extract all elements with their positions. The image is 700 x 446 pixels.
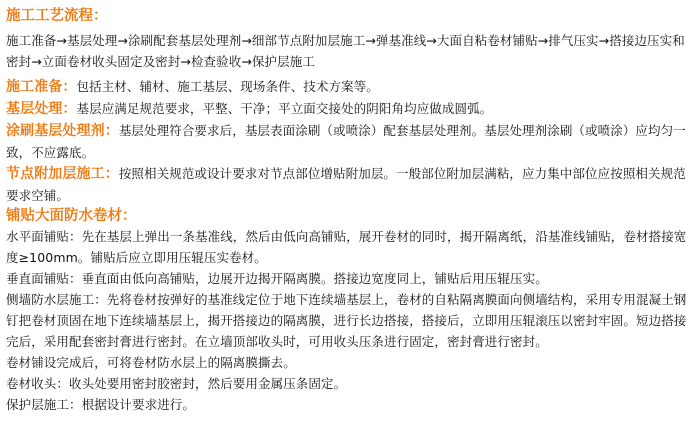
membrane-heading: 铺贴大面防水卷材： xyxy=(6,208,137,224)
primer-label: 涂刷基层处理剂： xyxy=(6,123,119,139)
process-flow-text: 施工准备→基层处理→涂刷配套基层处理剂→细部节点附加层施工→弹基准线→大面自粘卷材铺贴→排气压实→搭接边压实和密封→立面卷材收头固定及密封→检查验收→保护层施工 xyxy=(6,33,685,69)
base-text: 基层应满足规范要求，平整、干净；平立面交接处的阴阳角均应做成圆弧。 xyxy=(76,101,493,116)
vertical-paragraph: 垂直面铺贴：垂直面由低向高铺贴，边展开边揭开隔离膜。搭接边宽度同上，铺贴后用压辊压实。 xyxy=(6,271,548,286)
detail-paragraph xyxy=(6,163,696,206)
prep-paragraph xyxy=(6,76,696,98)
document-body xyxy=(6,6,696,415)
primer-text: 基层处理符合要求后，基层表面涂刷（或喷涂）配套基层处理剂。基层处理剂涂刷（或喷涂）应均匀一致，不应露底。 xyxy=(6,123,686,160)
detail-text: 按照相关规范或设计要求对节点部位增贴附加层。一般部位附加层满粘，应力集中部位应按照相关规范要求空铺。 xyxy=(6,166,686,203)
prep-text: 包括主材、辅材、施工基层、现场条件、技术方案等。 xyxy=(76,79,379,94)
primer-paragraph xyxy=(6,120,696,163)
sidewall-paragraph: 侧墙防水层施工：先将卷材按弹好的基准线定位于地下连续墙基层上，卷材的自粘隔离膜面向侧墙结构，采用专用混凝土钢钉把卷材顶固在地下连续墙基层上，揭开搭接边的隔离膜，进行长边搭接，搭接后，立即用压辊滚压以密封牢固。短边搭接完后，采用配套密封膏进行密封。在立墙顶部收头时，可用收头压条进行固定，密封膏进行密封。 xyxy=(6,292,687,349)
after-paragraph: 卷材铺设完成后，可将卷材防水层上的隔离膜撕去。 xyxy=(6,355,296,370)
protect-paragraph: 保护层施工：根据设计要求进行。 xyxy=(6,397,196,412)
base-label: 基层处理： xyxy=(6,101,77,117)
base-paragraph xyxy=(6,98,696,120)
prep-label: 施工准备： xyxy=(6,79,77,95)
process-heading: 施工工艺流程： xyxy=(6,8,108,24)
detail-label: 节点附加层施工： xyxy=(6,166,119,182)
horizontal-paragraph: 水平面铺贴：先在基层上弹出一条基准线，然后由低向高铺贴，展开卷材的同时，揭开隔离纸，沿基准线铺贴，卷材搭接宽度≥100mm。铺贴后应立即用压辊压实卷材。 xyxy=(6,229,687,265)
edge-paragraph: 卷材收头：收头处要用密封胶密封，然后要用金属压条固定。 xyxy=(6,376,347,391)
